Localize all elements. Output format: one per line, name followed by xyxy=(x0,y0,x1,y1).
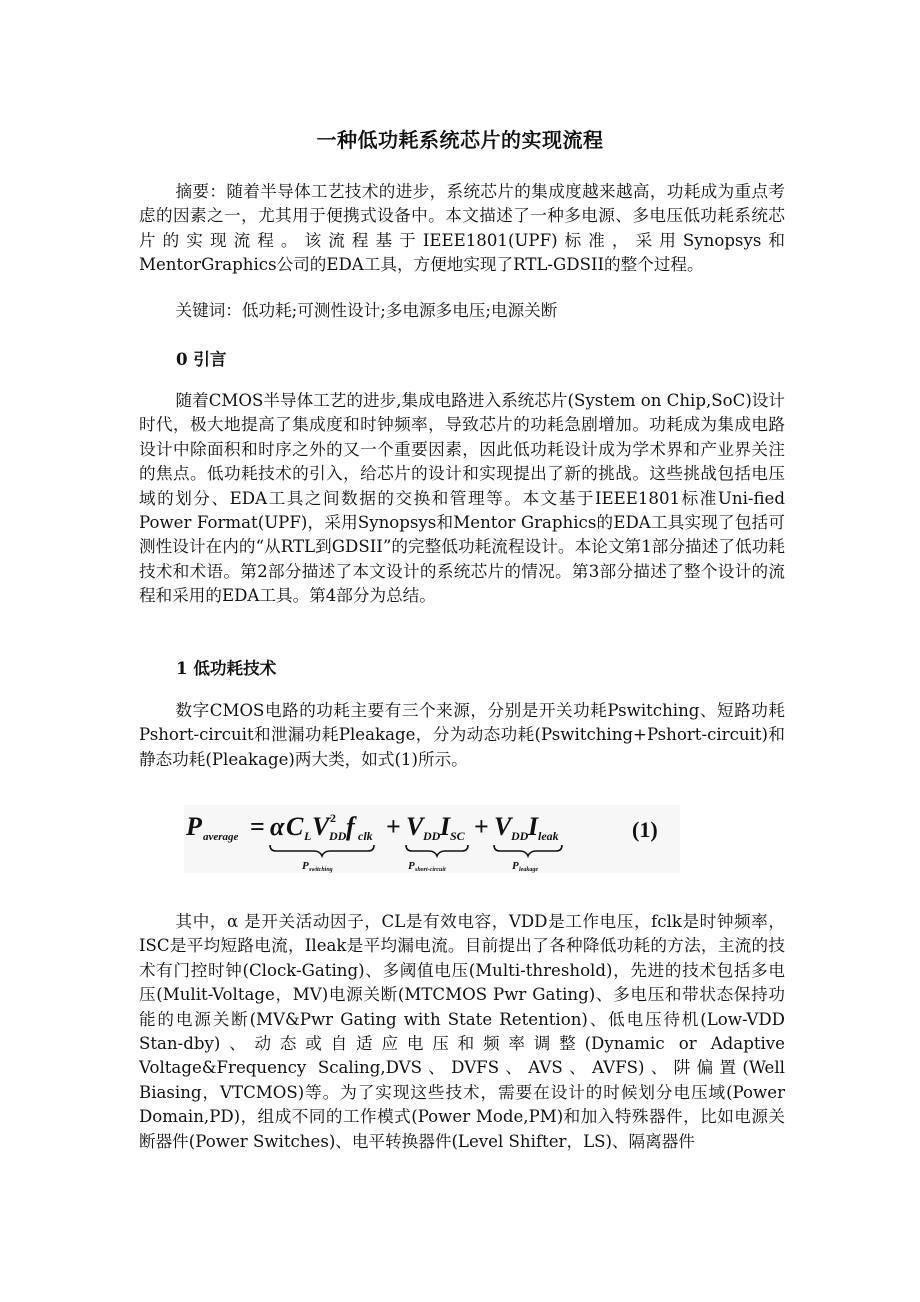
eq-lhs-symbol: P xyxy=(186,812,202,841)
abstract-paragraph: 摘要：随着半导体工艺技术的进步，系统芯片的集成度越来越高，功耗成为重点考虑的因素之一，尤其用于便携式设备中。本文描述了一种多电源、多电压低功耗系统芯片的实现流程。该流程基于IEEE1801(UPF)标准，采用Synopsys和MentorGraphics公司的EDA工具，方便地实现了RTL-GDSII的整个过程。 xyxy=(139,182,785,275)
eq-c: C xyxy=(286,812,304,841)
eq-plus-1: + xyxy=(386,812,401,841)
section-0-heading: 0 引言 xyxy=(176,349,227,369)
eq-c-subscript: L xyxy=(304,829,312,843)
eq-brace-leakage xyxy=(494,845,562,856)
eq-v2: V xyxy=(406,812,424,841)
eq-equals: = xyxy=(250,812,265,841)
eq-i1: I xyxy=(440,812,451,841)
eq-number: (1) xyxy=(632,817,658,842)
eq-v3: V xyxy=(494,812,512,841)
eq-label-short-circuit-subscript: short-circuit xyxy=(415,867,446,873)
eq-i1-subscript: SC xyxy=(450,829,465,843)
eq-label-short-circuit-symbol: P xyxy=(408,860,415,872)
eq-v1-subscript: DD xyxy=(329,829,347,843)
eq-brace-short-circuit xyxy=(406,845,468,856)
eq-label-leakage-subscript: leakage xyxy=(519,867,538,873)
eq-plus-2: + xyxy=(474,812,489,841)
paper-title: 一种低功耗系统芯片的实现流程 xyxy=(316,128,604,152)
eq-v2-subscript: DD xyxy=(423,829,441,843)
eq-v3-subscript: DD xyxy=(511,829,529,843)
eq-label-switching-symbol: P xyxy=(302,860,309,872)
equation-1 xyxy=(184,805,680,873)
section-1-paragraph-1: 数字CMOS电路的功耗主要有三个来源，分别是开关功耗Pswitching、短路功耗Pshort-circuit和泄漏功耗Pleakage，分为动态功耗(Pswitching+Pshort-circuit)和静态功耗(Pleakage)两大类，如式(1)所示。 xyxy=(139,701,785,769)
eq-lhs-subscript: average xyxy=(203,831,239,843)
eq-v1: V xyxy=(312,812,330,841)
eq-i2: I xyxy=(528,812,539,841)
eq-label-leakage-symbol: P xyxy=(512,860,519,872)
eq-brace-switching xyxy=(270,845,374,856)
eq-alpha: α xyxy=(270,812,285,841)
section-1-paragraph-2: 其中，α 是开关活动因子，CL是有效电容，VDD是工作电压，fclk是时钟频率，ISC是平均短路电流，Ileak是平均漏电流。目前提出了各种降低功耗的方法，主流的技术有门控时钟(Clock-Gating)、多阈值电压(Multi-threshold)，先进的技术包括多电压(Mulit-Voltage，MV)电源关断(MTCMOS Pwr Gating)、多电压和带状态保持功能的电源关断(MV&Pwr Gating with State Retention)、低电压待机(Low-VDD Stan-dby)、动态或自适应电压和频率调整(Dynamic or Adaptive Voltage&Frequency Scaling,DVS、DVFS、AVS、AVFS)、阱偏置(Well Biasing，VTCMOS)等。为了实现这些技术，需要在设计的时候划分电压域(Power Domain,PD)，组成不同的工作模式(Power Mode,PM)和加入特殊器件，比如电源关断器件(Power Switches)、电平转换器件(Level Shifter，LS)、隔离器件 xyxy=(139,912,785,1151)
section-0-paragraph: 随着CMOS半导体工艺的进步,集成电路进入系统芯片(System on Chip,SoC)设计时代，极大地提高了集成度和时钟频率，导致芯片的功耗急剧增加。功耗成为集成电路设计中除面积和时序之外的又一个重要因素，因此低功耗设计成为学术界和产业界关注的焦点。低功耗技术的引入，给芯片的设计和实现提出了新的挑战。这些挑战包括电压域的划分、EDA工具之间数据的交换和管理等。本文基于IEEE1801标准Uni-fied Power Format(UPF)，采用Synopsys和Mentor Graphics的EDA工具实现了包括可测性设计在内的“从RTL到GDSII”的完整低功耗流程设计。本论文第1部分描述了低功耗技术和术语。第2部分描述了本文设计的系统芯片的情况。第3部分描述了整个设计的流程和采用的EDA工具。第4部分为总结。 xyxy=(139,391,785,606)
eq-f-subscript: clk xyxy=(358,829,373,843)
equation-1-graphic xyxy=(184,805,680,873)
eq-label-switching-subscript: switching xyxy=(309,867,333,873)
eq-v1-superscript: 2 xyxy=(330,811,336,825)
eq-f: f xyxy=(346,812,355,841)
section-1-heading: 1 低功耗技术 xyxy=(176,658,277,678)
keywords-paragraph: 关键词：低功耗;可测性设计;多电源多电压;电源关断 xyxy=(175,301,558,320)
eq-i2-subscript: leak xyxy=(538,829,559,843)
